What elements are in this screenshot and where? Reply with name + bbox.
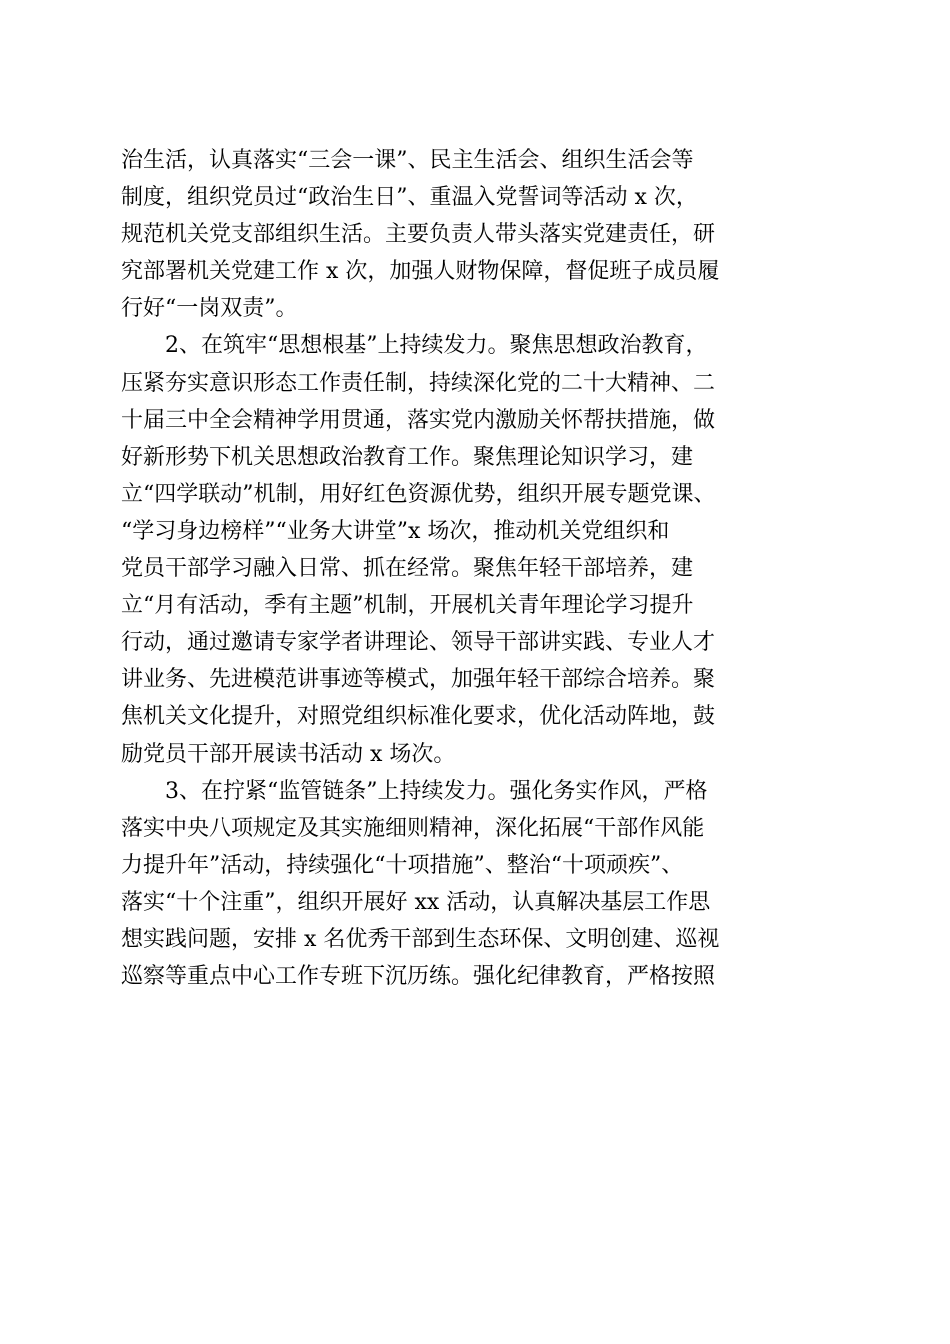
text-line: “学习身边榜样”“业务大讲堂”x 场次，推动机关党组织和 bbox=[121, 518, 670, 544]
text-line: 励党员干部开展读书活动 x 场次。 bbox=[121, 741, 456, 767]
text-line: 治生活，认真落实“三会一课”、民主生活会、组织生活会等 bbox=[121, 148, 694, 173]
text-line: 立“月有活动，季有主题”机制，开展机关青年理论学习提升 bbox=[121, 593, 694, 619]
text-line: 制度，组织党员过“政治生日”、重温入党誓词等活动 x 次， bbox=[121, 185, 698, 211]
text-line: 讲业务、先进模范讲事迹等模式，加强年轻干部综合培养。聚 bbox=[121, 667, 716, 693]
text-line: 想实践问题，安排 x 名优秀干部到生态环保、文明创建、巡视 bbox=[121, 926, 720, 952]
text-line: 行动，通过邀请专家学者讲理论、领导干部讲实践、专业人才 bbox=[121, 630, 716, 656]
text-line: 十届三中全会精神学用贯通，落实党内激励关怀帮扶措施，做 bbox=[121, 407, 716, 433]
document-body bbox=[121, 142, 831, 995]
text-line: 究部署机关党建工作 x 次，加强人财物保障，督促班子成员履 bbox=[121, 259, 720, 285]
text-line: 力提升年”活动，持续强化“十项措施”、整治“十项顽疾”、 bbox=[121, 852, 684, 878]
text-line: 2、在筑牢“思想根基”上持续发力。聚焦思想政治教育， bbox=[165, 333, 708, 359]
text-line: 落实“十个注重”，组织开展好 xx 活动，认真解决基层工作思 bbox=[121, 889, 711, 915]
text-line: 行好“一岗双责”。 bbox=[121, 296, 298, 322]
text-line: 压紧夯实意识形态工作责任制，持续深化党的二十大精神、二 bbox=[121, 370, 716, 396]
text-line: 党员干部学习融入日常、抓在经常。聚焦年轻干部培养，建 bbox=[121, 556, 694, 582]
text-line: 落实中央八项规定及其实施细则精神，深化拓展“干部作风能 bbox=[121, 815, 705, 841]
text-line: 焦机关文化提升，对照党组织标准化要求，优化活动阵地，鼓 bbox=[121, 704, 716, 730]
text-line: 好新形势下机关思想政治教育工作。聚焦理论知识学习，建 bbox=[121, 444, 694, 470]
paragraph-1 bbox=[121, 142, 831, 327]
paragraph-3 bbox=[121, 773, 831, 996]
text-line: 规范机关党支部组织生活。主要负责人带头落实党建责任，研 bbox=[121, 222, 716, 248]
text-line: 巡察等重点中心工作专班下沉历练。强化纪律教育，严格按照 bbox=[121, 964, 716, 990]
text-line: 立“四学联动”机制，用好红色资源优势，组织开展专题党课、 bbox=[121, 481, 716, 507]
text-line: 3、在拧紧“监管链条”上持续发力。强化务实作风，严格 bbox=[165, 778, 708, 804]
paragraph-2 bbox=[121, 327, 831, 772]
